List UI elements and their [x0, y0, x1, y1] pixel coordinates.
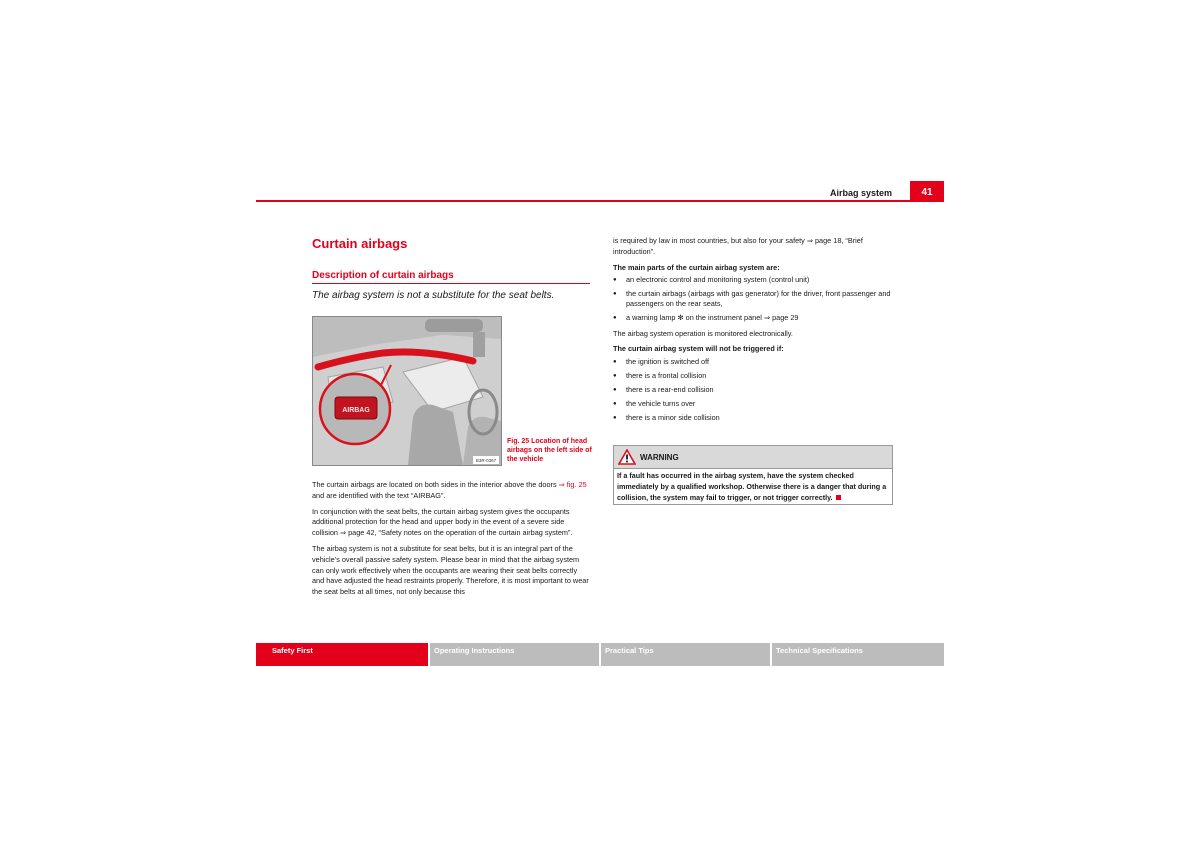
page-number: 41	[910, 181, 944, 202]
list-item: ● the ignition is switched off	[613, 357, 891, 368]
list-item: ● a warning lamp ✻ on the instrument panel ⇒ page 29	[613, 313, 891, 324]
list-item: ● an electronic control and monitoring system (control unit)	[613, 275, 891, 286]
paragraph-not-substitute: The airbag system is not a substitute for seat belts, but it is an integral part of the vehicle’s overall passive safety system. Please bear in mind that the airbag system can only work effectively when the occupants are wearing their seat belts correctly and have adjusted the head restraints properly. Therefore, it is most important to wear the seat belts at all times, not only because this	[312, 543, 589, 597]
tab-technical-specifications[interactable]: Technical Specifications	[772, 643, 944, 666]
car-interior-illustration	[313, 317, 501, 465]
tab-safety-first[interactable]: Safety First	[256, 643, 428, 666]
header-divider	[256, 200, 944, 202]
main-parts-heading: The main parts of the curtain airbag system are:	[613, 262, 780, 272]
tab-operating-instructions[interactable]: Operating Instructions	[430, 643, 599, 666]
warning-title: WARNING	[640, 453, 679, 462]
list-item: ● there is a frontal collision	[613, 371, 891, 382]
list-item: ● the vehicle turns over	[613, 399, 891, 410]
section-heading-rule	[312, 283, 590, 284]
list-item: ● the curtain airbags (airbags with gas generator) for the driver, front passenger and passengers on the rear seats,	[613, 289, 891, 311]
paragraph-location: The curtain airbags are located on both sides in the interior above the doors ⇒ fig. 25 and are identified with the text “AIRBAG”.	[312, 480, 587, 500]
list-item: ● there is a minor side collision	[613, 413, 891, 424]
figure-caption: Fig. 25 Location of head airbags on the left side of the vehicle	[507, 438, 592, 463]
warning-text: If a fault has occurred in the airbag system, have the system checked immediately by a qualified workshop. Otherwise there is a danger that during a collision, the system may fail to trigger, or not trigger correctly.	[617, 471, 887, 502]
warning-header	[614, 446, 892, 469]
figure-code: B3R-0367	[475, 458, 497, 463]
page-title: Curtain airbags	[312, 236, 408, 251]
warning-triangle-icon	[618, 449, 636, 465]
paragraph-continued: is required by law in most countries, but also for your safety ⇒ page 18, “Brief introduction”.	[613, 236, 863, 256]
section-heading: Description of curtain airbags	[312, 270, 454, 281]
tab-practical-tips[interactable]: Practical Tips	[601, 643, 770, 666]
end-of-section-icon	[836, 495, 841, 500]
monitored-note: The airbag system operation is monitored electronically.	[613, 328, 793, 338]
running-header: Airbag system	[829, 188, 892, 198]
not-triggered-heading: The curtain airbag system will not be triggered if:	[613, 344, 784, 354]
right-body-text	[613, 236, 891, 426]
paragraph-protection: In conjunction with the seat belts, the curtain airbag system gives the occupants additional protection for the head and upper body in the event of a severe side collision ⇒ page 42, “Safety notes on the operation of the curtain airbag system”.	[312, 506, 573, 538]
curtain-airbag-figure	[312, 316, 502, 466]
left-body-text	[312, 480, 590, 603]
figure-link[interactable]: ⇒ fig. 25	[558, 480, 587, 489]
airbag-label: AIRBAG	[342, 407, 370, 414]
list-item: ● there is a rear-end collision	[613, 385, 891, 396]
section-subtitle: The airbag system is not a substitute for the seat belts.	[312, 290, 555, 301]
warning-box	[613, 445, 893, 505]
